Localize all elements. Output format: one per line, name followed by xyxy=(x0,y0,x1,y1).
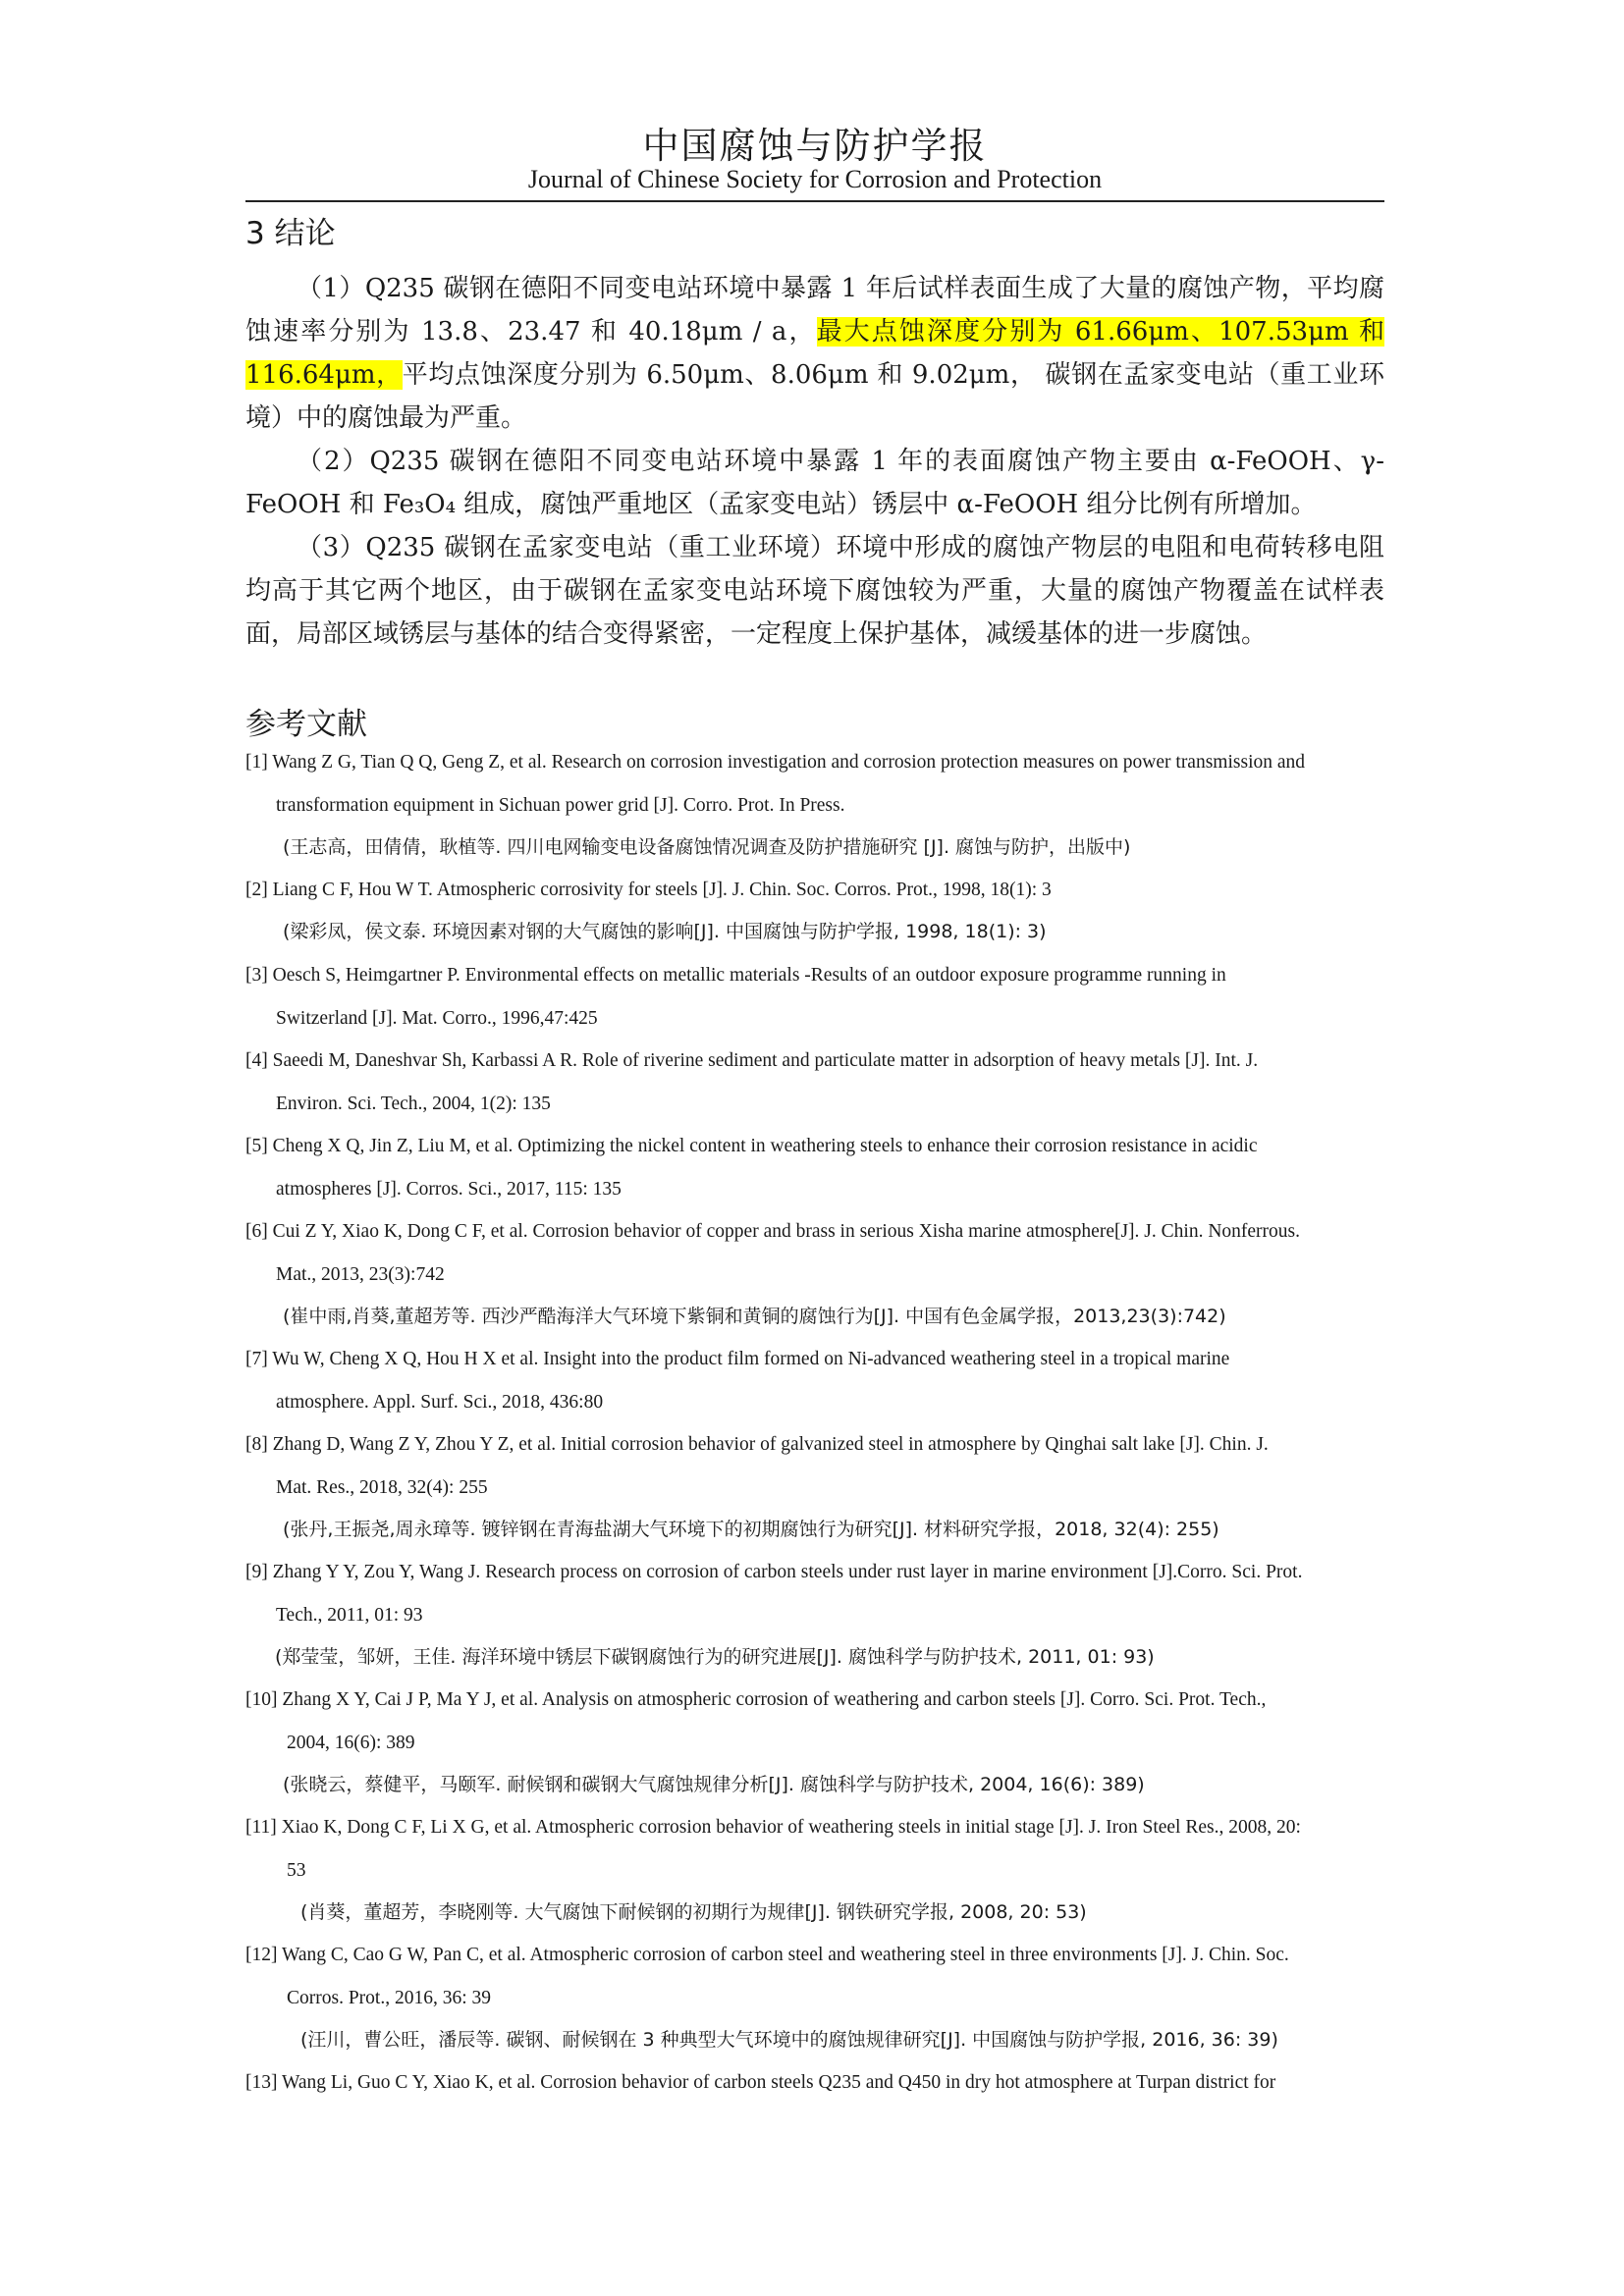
reference-line: [2] Liang C F, Hou W T. Atmospheric corrosivity for steels [J]. J. Chin. Soc. Corros. Prot., 1998, 18(1): 3 xyxy=(245,880,1052,900)
reference-item xyxy=(245,1125,1384,1210)
header-divider xyxy=(245,200,1384,202)
reference-line: [3] Oesch S, Heimgartner P. Environmental effects on metallic materials -Results of an outdoor exposure programme running in xyxy=(245,965,1226,986)
reference-continuation: atmosphere. Appl. Surf. Sci., 2018, 436:80 xyxy=(276,1391,604,1413)
reference-line: [11] Xiao K, Dong C F, Li X G, et al. Atmospheric corrosion behavior of weathering steels in initial stage [J]. J. Iron Steel Res., 2008, 20: xyxy=(245,1817,1301,1838)
journal-title-cn: 中国腐蚀与防护学报 xyxy=(642,125,988,167)
reference-line: [1] Wang Z G, Tian Q Q, Geng Z, et al. Research on corrosion investigation and corrosion protection measures on power transmission and xyxy=(245,752,1306,773)
reference-item xyxy=(245,1040,1384,1125)
reference-translation: (崔中雨,肖葵,董超芳等. 西沙严酷海洋大气环境下紫铜和黄铜的腐蚀行为[J]. 中国有色金属学报，2013,23(3):742) xyxy=(283,1306,1226,1327)
reference-continuation: Corros. Prot., 2016, 36: 39 xyxy=(287,1987,492,2008)
reference-translation: (郑莹莹，邹妍，王佳. 海洋环境中锈层下碳钢腐蚀行为的研究进展[J]. 腐蚀科学与防护技术, 2011, 01: 93) xyxy=(275,1646,1155,1668)
reference-line: [4] Saeedi M, Daneshvar Sh, Karbassi A R. Role of riverine sediment and particulate matter in adsorption of heavy metals [J]. Int. J. xyxy=(245,1050,1259,1071)
conclusion-1-text-b: 平均点蚀深度分别为 6.50μm、8.06μm 和 9.02μm， 碳钢在孟家变电站（重工业环境）中的腐蚀最为严重。 xyxy=(245,360,1385,433)
conclusion-1-highlight: 最大点蚀深度分别为 61.66μm、107.53μm 和 116.64μm， xyxy=(245,317,1384,390)
reference-continuation: atmospheres [J]. Corros. Sci., 2017, 115: 135 xyxy=(276,1178,622,1200)
reference-line: [13] Wang Li, Guo C Y, Xiao K, et al. Corrosion behavior of carbon steels Q235 and Q450 in dry hot atmosphere at Turpan district for xyxy=(245,2072,1276,2093)
reference-item xyxy=(245,2061,1384,2105)
reference-line: [9] Zhang Y Y, Zou Y, Wang J. Research process on corrosion of carbon steels under rust layer in marine environment [J].Corro. Sci. Prot. xyxy=(245,1562,1303,1582)
reference-line: [5] Cheng X Q, Jin Z, Liu M, et al. Optimizing the nickel content in weathering steels to enhance their corrosion resistance in acidic xyxy=(245,1136,1258,1156)
reference-translation: (张晓云，蔡健平，马颐军. 耐候钢和碳钢大气腐蚀规律分析[J]. 腐蚀科学与防护技术, 2004, 16(6): 389) xyxy=(283,1774,1145,1795)
reference-item xyxy=(245,1934,1384,2019)
reference-item xyxy=(245,1551,1384,1636)
conclusion-1-text-a: （1）Q235 碳钢在德阳不同变电站环境中暴露 1 年后试样表面生成了大量的腐蚀产物，平均腐蚀速率分别为 13.8、23.47 和 40.18μm / a， xyxy=(245,274,1384,347)
reference-translation: (王志高，田倩倩，耿植等. 四川电网输变电设备腐蚀情况调查及防护措施研究 [J]. 腐蚀与防护，出版中) xyxy=(283,836,1131,858)
reference-line: [7] Wu W, Cheng X Q, Hou H X et al. Insight into the product film formed on Ni-advanced weathering steel in a tropical marine xyxy=(245,1349,1230,1369)
reference-line: [12] Wang C, Cao G W, Pan C, et al. Atmospheric corrosion of carbon steel and weathering steel in three environments [J]. J. Chin. Soc. xyxy=(245,1945,1289,1965)
reference-continuation: Mat., 2013, 23(3):742 xyxy=(276,1263,445,1285)
reference-item xyxy=(245,1423,1384,1509)
reference-item xyxy=(245,869,1384,912)
reference-translation: (肖葵，董超芳，李晓刚等. 大气腐蚀下耐候钢的初期行为规律[J]. 钢铁研究学报, 2008, 20: 53) xyxy=(300,1901,1087,1923)
reference-translation: (梁彩凤，侯文泰. 环境因素对钢的大气腐蚀的影响[J]. 中国腐蚀与防护学报, 1998, 18(1): 3) xyxy=(283,921,1047,942)
reference-line: [8] Zhang D, Wang Z Y, Zhou Y Z, et al. Initial corrosion behavior of galvanized steel in atmosphere by Qinghai salt lake [J]. Chin. J. xyxy=(245,1434,1269,1455)
reference-continuation: 53 xyxy=(287,1859,306,1881)
reference-item xyxy=(245,954,1384,1040)
reference-line: [10] Zhang X Y, Cai J P, Ma Y J, et al. Analysis on atmospheric corrosion of weathering and carbon steels [J]. Corro. Sci. Prot. Tech., xyxy=(245,1689,1267,1710)
conclusion-paragraph-2: （2）Q235 碳钢在德阳不同变电站环境中暴露 1 年的表面腐蚀产物主要由 α-FeOOH、γ-FeOOH 和 Fe₃O₄ 组成，腐蚀严重地区（孟家变电站）锈层中 α-FeOOH 组分比例有所增加。 xyxy=(245,447,1384,519)
reference-item xyxy=(245,1210,1384,1296)
section-heading: 3 结论 xyxy=(245,216,336,251)
reference-item xyxy=(245,1806,1384,1892)
reference-item xyxy=(245,1679,1384,1764)
reference-translation: (汪川，曹公旺，潘辰等. 碳钢、耐候钢在 3 种典型大气环境中的腐蚀规律研究[J]. 中国腐蚀与防护学报, 2016, 36: 39) xyxy=(300,2029,1278,2051)
reference-continuation: 2004, 16(6): 389 xyxy=(287,1732,415,1753)
reference-line: [6] Cui Z Y, Xiao K, Dong C F, et al. Corrosion behavior of copper and brass in serious Xisha marine atmosphere[J]. J. Chin. Nonferrous. xyxy=(245,1221,1300,1242)
conclusion-paragraph-3: （3）Q235 碳钢在孟家变电站（重工业环境）环境中形成的腐蚀产物层的电阻和电荷转移电阻均高于其它两个地区，由于碳钢在孟家变电站环境下腐蚀较为严重，大量的腐蚀产物覆盖在试样表面，局部区域锈层与基体的结合变得紧密，一定程度上保护基体，减缓基体的进一步腐蚀。 xyxy=(245,533,1384,649)
references-heading: 参考文献 xyxy=(245,707,367,742)
reference-continuation: Environ. Sci. Tech., 2004, 1(2): 135 xyxy=(276,1093,551,1114)
conclusion-paragraph-1 xyxy=(245,267,1384,440)
reference-continuation: transformation equipment in Sichuan power grid [J]. Corro. Prot. In Press. xyxy=(276,794,845,816)
reference-continuation: Tech., 2011, 01: 93 xyxy=(276,1604,423,1626)
reference-item xyxy=(245,741,1384,827)
reference-translation: (张丹,王振尧,周永璋等. 镀锌钢在青海盐湖大气环境下的初期腐蚀行为研究[J]. 材料研究学报，2018, 32(4): 255) xyxy=(283,1519,1219,1540)
journal-title-en: Journal of Chinese Society for Corrosion and Protection xyxy=(527,165,1103,193)
reference-item xyxy=(245,1338,1384,1423)
reference-continuation: Mat. Res., 2018, 32(4): 255 xyxy=(276,1476,488,1498)
reference-continuation: Switzerland [J]. Mat. Corro., 1996,47:425 xyxy=(276,1007,598,1029)
